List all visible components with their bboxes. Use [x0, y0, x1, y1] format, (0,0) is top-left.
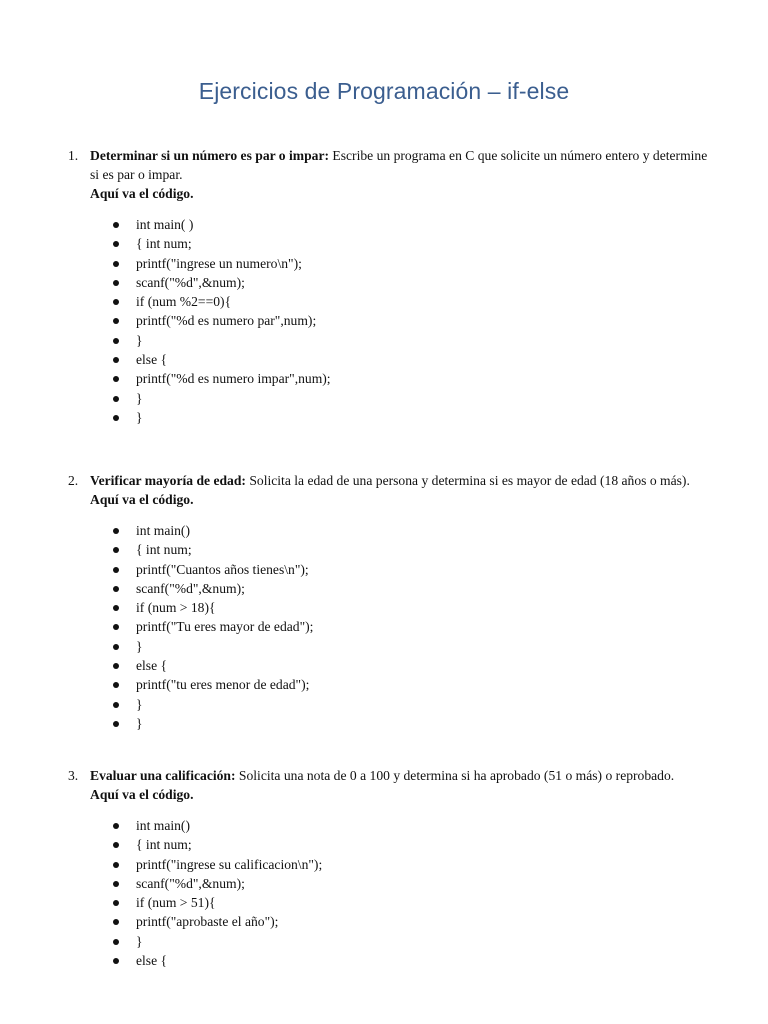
- code-line: [0, 714, 768, 733]
- exercise-2: [0, 471, 768, 733]
- bullet-icon: [113, 586, 119, 592]
- bullet-icon: [113, 605, 119, 611]
- code-line: [0, 540, 768, 559]
- code-line: [0, 292, 768, 311]
- code-list: [0, 215, 768, 427]
- bullet-icon: [113, 663, 119, 669]
- exercise-title: Verificar mayoría de edad:: [90, 473, 246, 488]
- code-text: else {: [136, 658, 168, 674]
- code-text: int main( ): [136, 217, 194, 232]
- code-heading: Aquí va el código.: [90, 787, 194, 802]
- code-heading: Aquí va el código.: [90, 186, 194, 201]
- code-text: int main(): [136, 523, 190, 538]
- code-line: [0, 893, 768, 912]
- code-line: [0, 816, 768, 835]
- code-line: [0, 311, 768, 330]
- code-text: }: [136, 390, 143, 406]
- bullet-icon: [113, 567, 119, 573]
- bullet-icon: [113, 702, 119, 708]
- code-text: printf("Tu eres mayor de edad");: [136, 619, 314, 635]
- code-text: scanf("%d",&num);: [136, 274, 245, 290]
- bullet-icon: [113, 958, 119, 964]
- bullet-icon: [113, 682, 119, 688]
- code-text: }: [136, 332, 143, 348]
- code-text: printf("Cuantos años tienes\n");: [136, 561, 309, 577]
- code-line: [0, 560, 768, 579]
- code-text: }: [136, 933, 143, 949]
- code-text: }: [136, 715, 143, 731]
- bullet-icon: [113, 222, 119, 228]
- exercise-description: Solicita una nota de 0 a 100 y determina si ha aprobado (51 o más) o reprobado.: [235, 768, 675, 783]
- code-line: [0, 695, 768, 714]
- bullet-icon: [113, 900, 119, 906]
- code-heading: Aquí va el código.: [90, 492, 194, 507]
- code-text: printf("%d es numero par",num);: [136, 313, 317, 329]
- code-text: { int num;: [136, 236, 192, 252]
- exercise-statement: [0, 471, 768, 509]
- code-list: [0, 816, 768, 970]
- code-text: printf("%d es numero impar",num);: [136, 371, 331, 387]
- bullet-icon: [113, 338, 119, 344]
- bullet-icon: [113, 919, 119, 925]
- code-line: [0, 874, 768, 893]
- exercise-title: Determinar si un número es par o impar:: [90, 148, 330, 163]
- bullet-icon: [113, 357, 119, 363]
- code-line: [0, 835, 768, 854]
- bullet-icon: [113, 624, 119, 630]
- exercise-number: 1.: [68, 148, 79, 163]
- code-line: [0, 369, 768, 388]
- code-line: [0, 637, 768, 656]
- exercise-number: 2.: [68, 473, 79, 488]
- bullet-icon: [113, 396, 119, 402]
- code-text: else {: [136, 352, 168, 368]
- exercise-3: [0, 766, 768, 970]
- bullet-icon: [113, 241, 119, 247]
- bullet-icon: [113, 823, 119, 829]
- bullet-icon: [113, 721, 119, 727]
- code-line: [0, 951, 768, 970]
- code-text: }: [136, 638, 143, 654]
- bullet-icon: [113, 881, 119, 887]
- code-line: [0, 598, 768, 617]
- exercise-statement: [0, 146, 768, 203]
- code-line: [0, 331, 768, 350]
- code-line: [0, 656, 768, 675]
- code-line: [0, 215, 768, 234]
- code-line: [0, 521, 768, 540]
- bullet-icon: [113, 842, 119, 848]
- bullet-icon: [113, 528, 119, 534]
- code-line: [0, 273, 768, 292]
- bullet-icon: [113, 299, 119, 305]
- code-line: [0, 912, 768, 931]
- code-text: printf("ingrese un numero\n");: [136, 255, 302, 271]
- bullet-icon: [113, 318, 119, 324]
- exercise-description: Solicita la edad de una persona y determina si es mayor de edad (18 años o más).: [245, 473, 690, 488]
- code-line: [0, 389, 768, 408]
- bullet-icon: [113, 280, 119, 286]
- bullet-icon: [113, 862, 119, 868]
- code-line: [0, 579, 768, 598]
- code-text: { int num;: [136, 542, 192, 558]
- document-title: Ejercicios de Programación – if-else: [198, 78, 570, 104]
- code-text: }: [136, 409, 143, 425]
- code-line: [0, 855, 768, 874]
- code-text: { int num;: [136, 837, 192, 853]
- code-text: scanf("%d",&num);: [136, 875, 245, 891]
- bullet-icon: [113, 939, 119, 945]
- code-list: [0, 521, 768, 733]
- code-line: [0, 350, 768, 369]
- exercise-title: Evaluar una calificación:: [90, 768, 236, 783]
- exercise-statement: [0, 766, 768, 804]
- bullet-icon: [113, 547, 119, 553]
- code-line: [0, 234, 768, 253]
- code-line: [0, 675, 768, 694]
- exercise-description: Escribe un programa en C que solicite un número entero y determine si es par o impar.: [90, 148, 708, 182]
- code-text: printf("ingrese su calificacion\n");: [136, 856, 323, 872]
- bullet-icon: [113, 376, 119, 382]
- code-line: [0, 254, 768, 273]
- code-line: [0, 932, 768, 951]
- code-text: printf("tu eres menor de edad");: [136, 677, 310, 693]
- code-text: if (num > 51){: [136, 895, 216, 911]
- code-text: }: [136, 696, 143, 712]
- bullet-icon: [113, 415, 119, 421]
- code-text: scanf("%d",&num);: [136, 580, 245, 596]
- bullet-icon: [113, 261, 119, 267]
- exercise-number: 3.: [68, 768, 79, 783]
- code-line: [0, 408, 768, 427]
- code-text: if (num > 18){: [136, 600, 216, 616]
- bullet-icon: [113, 644, 119, 650]
- exercise-1: [0, 146, 768, 427]
- code-text: else {: [136, 953, 168, 969]
- code-text: if (num %2==0){: [136, 294, 232, 310]
- code-text: printf("aprobaste el año");: [136, 914, 279, 930]
- code-text: int main(): [136, 818, 190, 833]
- code-line: [0, 617, 768, 636]
